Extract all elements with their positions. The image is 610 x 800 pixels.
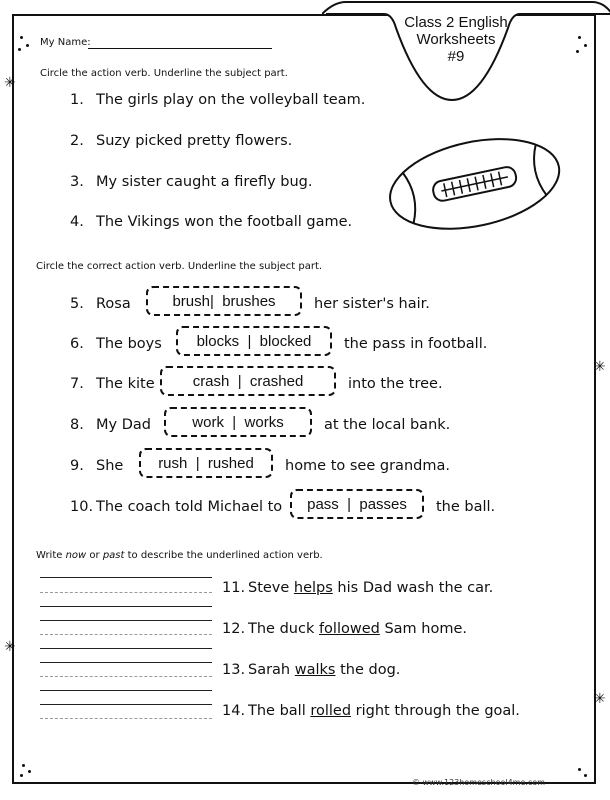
header-line1: Class 2 English	[404, 14, 508, 31]
choice-sentence	[70, 336, 162, 352]
sentence-item	[70, 214, 352, 230]
choice-sentence	[70, 296, 131, 312]
copyright-footer: © www.123homeschool4me.com	[412, 778, 546, 787]
sentence-item	[70, 133, 292, 149]
item-number: 10.	[70, 499, 94, 515]
sentence-after: the pass in football.	[344, 336, 488, 352]
sentence-before: The boys	[96, 336, 162, 352]
dot-decoration	[578, 768, 581, 771]
verb-choice-box[interactable]: blocks | blocked	[176, 326, 332, 356]
underlined-verb: rolled	[310, 703, 352, 719]
sentence-before: The coach told Michael to	[96, 499, 283, 515]
star-icon: ✳	[594, 359, 606, 375]
sentence-item	[70, 174, 312, 190]
item-number: 14.	[222, 703, 246, 719]
item-number: 9.	[70, 458, 84, 474]
sentence-post: his Dad wash the car.	[332, 580, 494, 596]
sentence-before: She	[96, 458, 124, 474]
answer-line[interactable]	[40, 704, 212, 705]
answer-line[interactable]	[40, 606, 212, 607]
star-icon: ✳	[4, 639, 16, 655]
now-word: now	[65, 550, 87, 561]
answer-line[interactable]	[40, 648, 212, 649]
sentence-text[interactable]: My sister caught a firefly bug.	[96, 174, 313, 190]
item-number: 4.	[70, 214, 84, 230]
item-number: 8.	[70, 417, 84, 433]
sentence-pre: Steve	[248, 580, 294, 596]
answer-line[interactable]	[40, 577, 212, 578]
item-number: 11.	[222, 580, 246, 596]
dot-decoration	[28, 770, 31, 773]
name-input-line[interactable]	[88, 48, 272, 49]
header-line3: #9	[447, 48, 465, 65]
sentence-pre: The ball	[248, 703, 311, 719]
answer-line[interactable]	[40, 592, 212, 593]
verb-choice-box[interactable]: crash | crashed	[160, 366, 336, 396]
tense-item	[222, 621, 467, 637]
section3-instruction	[36, 550, 323, 561]
sentence-after: home to see grandma.	[285, 458, 450, 474]
football-icon	[384, 126, 564, 236]
choice-sentence	[70, 458, 123, 474]
answer-line[interactable]	[40, 620, 212, 621]
sentence-before: My Dad	[96, 417, 151, 433]
answer-line[interactable]	[40, 718, 212, 719]
tense-item	[222, 580, 493, 596]
choice-sentence	[70, 376, 155, 392]
underlined-verb: walks	[294, 662, 336, 678]
star-icon: ✳	[4, 75, 16, 91]
dot-decoration	[20, 36, 23, 39]
verb-choice-box[interactable]: work | works	[164, 407, 312, 437]
sentence-post: right through the goal.	[351, 703, 520, 719]
choice-sentence	[70, 499, 282, 515]
dot-decoration	[20, 774, 23, 777]
tense-item	[222, 703, 520, 719]
dot-decoration	[584, 44, 587, 47]
verb-choice-box[interactable]: rush | rushed	[139, 448, 273, 478]
sentence-after: at the local bank.	[324, 417, 451, 433]
underlined-verb: followed	[318, 621, 380, 637]
section3-instruction-post: to describe the underlined action verb.	[124, 550, 323, 561]
item-number: 7.	[70, 376, 84, 392]
dot-decoration	[578, 36, 581, 39]
item-number: 13.	[222, 662, 246, 678]
verb-choice-box[interactable]: pass | passes	[290, 489, 424, 519]
star-icon: ✳	[594, 691, 606, 707]
sentence-post: Sam home.	[379, 621, 467, 637]
sentence-after: her sister's hair.	[314, 296, 430, 312]
dot-decoration	[26, 44, 29, 47]
dot-decoration	[22, 764, 25, 767]
item-number: 2.	[70, 133, 84, 149]
section2-instruction: Circle the correct action verb. Underline the subject part.	[36, 261, 323, 272]
header-title	[396, 14, 516, 65]
sentence-item	[70, 92, 365, 108]
sentence-text[interactable]: The Vikings won the football game.	[96, 214, 353, 230]
section1-instruction: Circle the action verb. Underline the subject part.	[40, 68, 288, 79]
item-number: 3.	[70, 174, 84, 190]
answer-line[interactable]	[40, 676, 212, 677]
sentence-post: the dog.	[335, 662, 401, 678]
answer-line[interactable]	[40, 690, 212, 691]
sentence-after: into the tree.	[348, 376, 443, 392]
dot-decoration	[18, 48, 21, 51]
sentence-before: The kite	[96, 376, 155, 392]
past-word: past	[102, 550, 125, 561]
sentence-text[interactable]: The girls play on the volleyball team.	[96, 92, 366, 108]
choice-sentence	[70, 417, 151, 433]
name-label: My Name:	[40, 37, 91, 48]
item-number: 6.	[70, 336, 84, 352]
sentence-text[interactable]: Suzy picked pretty flowers.	[96, 133, 293, 149]
item-number: 5.	[70, 296, 84, 312]
item-number: 12.	[222, 621, 246, 637]
dot-decoration	[584, 774, 587, 777]
section3-instruction-pre: Write	[36, 550, 66, 561]
dot-decoration	[576, 50, 579, 53]
sentence-before: Rosa	[96, 296, 131, 312]
sentence-pre: Sarah	[248, 662, 295, 678]
sentence-after: the ball.	[436, 499, 496, 515]
verb-choice-box[interactable]: brush| brushes	[146, 286, 302, 316]
tense-item	[222, 662, 400, 678]
answer-line[interactable]	[40, 634, 212, 635]
underlined-verb: helps	[293, 580, 333, 596]
item-number: 1.	[70, 92, 84, 108]
header-line2: Worksheets	[416, 31, 496, 48]
answer-line[interactable]	[40, 662, 212, 663]
section3-instruction-or: or	[86, 550, 103, 561]
sentence-pre: The duck	[248, 621, 319, 637]
